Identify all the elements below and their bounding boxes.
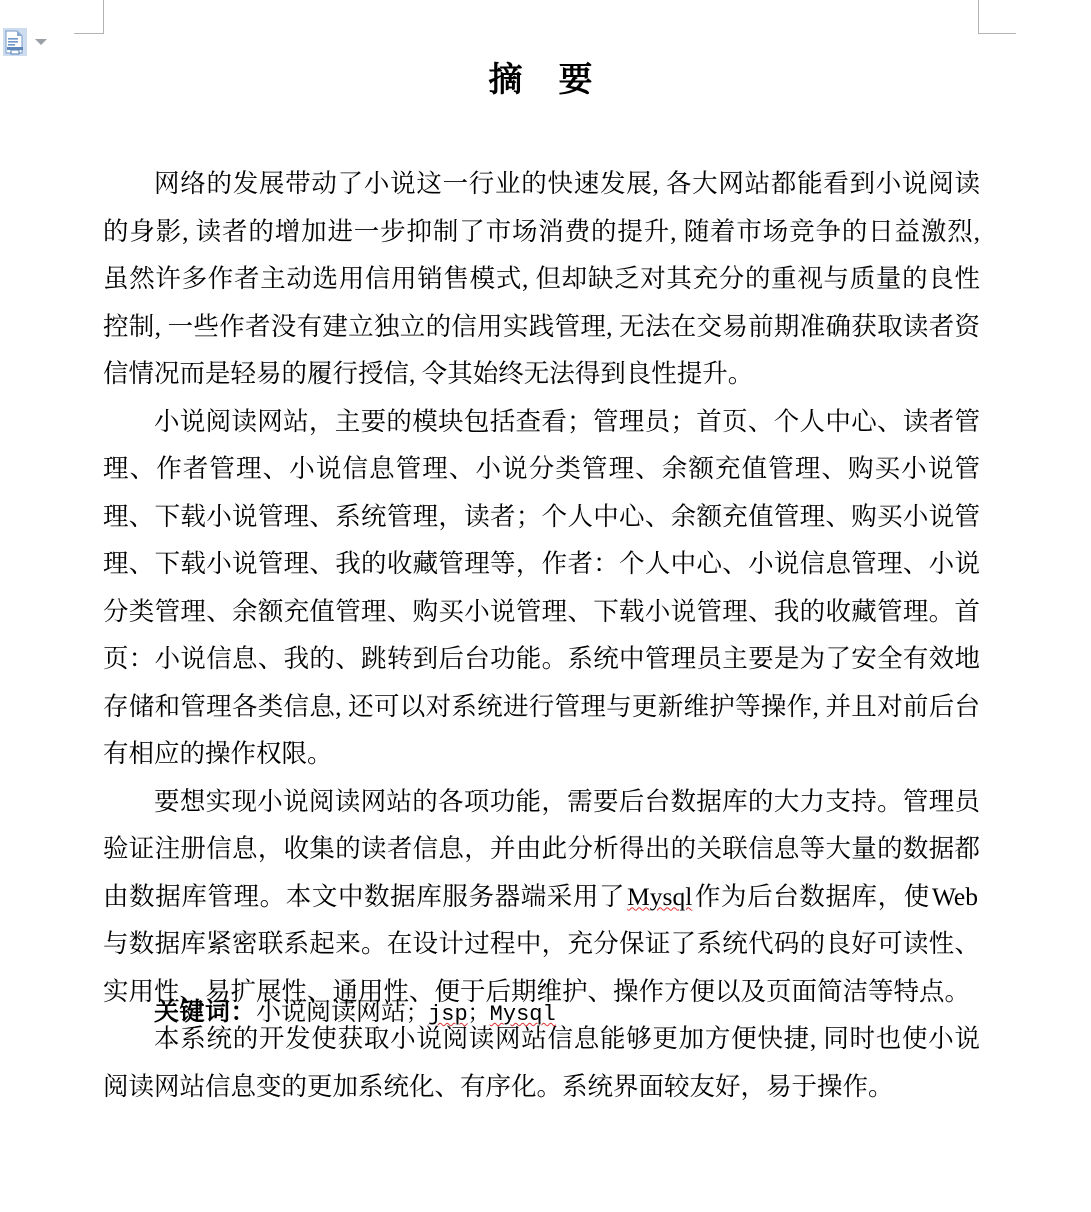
guide-line-vertical	[103, 0, 104, 34]
paragraph-3-text-middle: 作为后台数据库，使	[694, 881, 930, 911]
paragraph-3-text-before: 要想实现小说阅读网站的各项功能，需要后台数据库的大力支持。管理员验证注册信息，收集的读者信息，并由此分析得出的关联信息等大量的数据都由数据库管理。本文中数据库服务器端采用了	[103, 786, 980, 911]
paragraph-3	[103, 778, 980, 1016]
paragraph-3-text-after: 与数据库紧密联系起来。在设计过程中，充分保证了系统代码的良好可读性、实用性、易扩展性、通用性、便于后期维护、操作方便以及页面简洁等特点。	[103, 929, 980, 1006]
web-term: Web	[931, 881, 978, 911]
document-body	[103, 160, 980, 1110]
margin-corner-guide-top-left	[74, 0, 114, 36]
guide-line-horizontal	[74, 33, 104, 34]
margin-corner-guide-top-right	[968, 0, 1016, 36]
guide-line-vertical	[978, 0, 979, 34]
keyword-mysql: Mysql	[489, 1002, 556, 1027]
guide-line-horizontal	[978, 33, 1016, 34]
page-title: 摘 要	[488, 62, 594, 99]
paragraph-4: 本系统的开发使获取小说阅读网站信息能够更加方便快捷, 同时也使小说阅读网站信息变的更加系统化、有序化。系统界面较友好，易于操作。	[103, 1024, 980, 1101]
keyword-separator-2: ；	[467, 1002, 490, 1027]
keyword-jsp: jsp	[428, 1002, 468, 1027]
paste-clipboard-icon[interactable]	[2, 27, 28, 57]
keywords-label: 关键词：	[154, 999, 257, 1026]
paste-options-smart-tag[interactable]	[2, 27, 47, 57]
mysql-term: Mysql	[627, 881, 693, 911]
keyword-primary: 小说阅读网站	[256, 999, 407, 1026]
chevron-down-icon[interactable]	[35, 39, 47, 45]
paragraph-2: 小说阅读网站，主要的模块包括查看；管理员；首页、个人中心、读者管理、作者管理、小说信息管理、小说分类管理、余额充值管理、购买小说管理、下载小说管理、系统管理，读者；个人中心、余额充值管理、购买小说管理、下载小说管理、我的收藏管理等，作者：个人中心、小说信息管理、小说分类管理、余额充值管理、购买小说管理、下载小说管理、我的收藏管理。首页：小说信息、我的、跳转到后台功能。系统中管理员主要是为了安全有效地存储和管理各类信息, 还可以对系统进行管理与更新维护等操作, 并且对前后台有相应的操作权限。	[103, 406, 980, 768]
keywords-line	[103, 993, 980, 1035]
keyword-separator-1: ；	[406, 1002, 429, 1027]
paragraph-1: 网络的发展带动了小说这一行业的快速发展, 各大网站都能看到小说阅读的身影, 读者的增加进一步抑制了市场消费的提升, 随着市场竞争的日益激烈, 虽然许多作者主动选用信用销售模式, 但却缺乏对其充分的重视与质量的良性控制, 一些作者没有建立独立的信用实践管理, 无法在交易前期准确获取读者资信情况而是轻易的履行授信, 令其始终无法得到良性提升。	[103, 169, 980, 388]
